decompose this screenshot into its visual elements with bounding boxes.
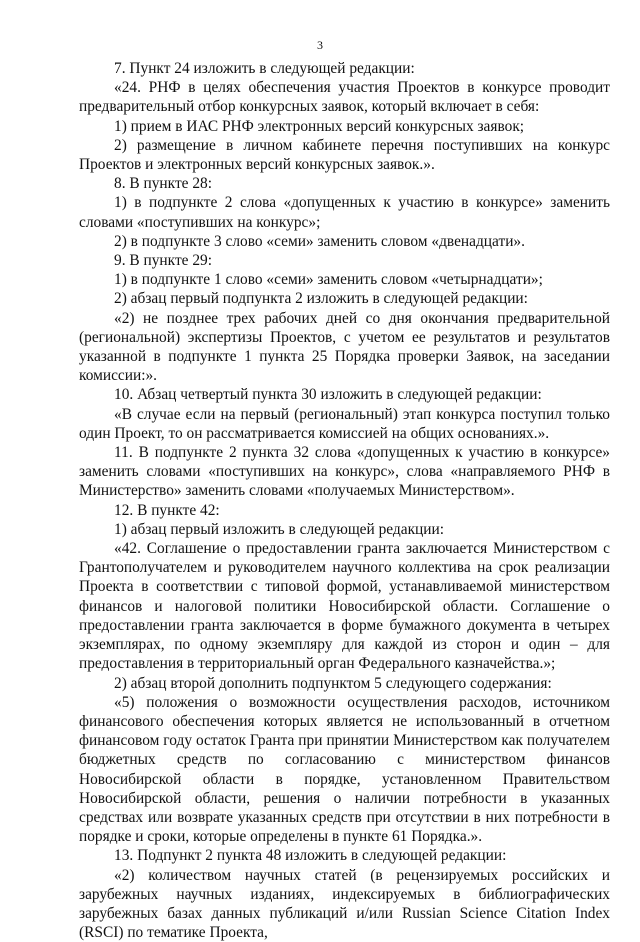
paragraph-point-24-text: «24. РНФ в целях обеспечения участия Проектов в конкурсе проводит предварительный отбор конкурсных заявок, который включает в себя: — [79, 79, 610, 116]
paragraph-point-24-sub-2: 2) размещение в личном кабинете перечня поступивших на конкурс Проектов и электронных версий конкурсных заявок.». — [79, 136, 610, 174]
paragraph-item-12-sub-2: 2) абзац второй дополнить подпунктом 5 следующего содержания: — [114, 674, 552, 692]
paragraph-item-12: 12. В пункте 42: — [114, 501, 220, 519]
paragraph-item-8-sub-2: 2) в подпункте 3 слово «семи» заменить словом «двенадцати». — [114, 232, 525, 250]
paragraph-item-13-quote: «2) количеством научных статей (в рецензируемых российских и зарубежных научных изданиях, индексируемых в библиографических зарубежных базах данных публикаций и/или Russian Science Citation Index (RSCI) по тематике Проекта, — [79, 866, 610, 942]
paragraph-item-8: 8. В пункте 28: — [114, 175, 213, 193]
paragraph-item-9: 9. В пункте 29: — [114, 252, 213, 270]
paragraph-item-10-quote: «В случае если на первый (региональный) этап конкурса поступил только один Проект, то он рассматривается комиссией на общих основаниях.». — [79, 405, 610, 442]
paragraph-point-24-sub-1: 1) прием в ИАС РНФ электронных версий конкурсных заявок; — [114, 117, 525, 135]
page-number: 3 — [317, 38, 323, 52]
paragraph-sub-5-text: «5) положения о возможности осуществления расходов, источником финансового обеспечения которых является не использованный в отчетном финансовом году остаток Гранта при принятии Министерством как получателем бюджетных средств по согласованию с министерством финансов Новосибирской области в порядке, установленном Правительством Новосибирской области, решения о наличии потребности в указанных средствах или возврате указанных средств при отсутствии в них потребности в порядке и сроки, которые определены в пункте 61 Порядка.». — [79, 693, 610, 846]
document-body — [79, 59, 610, 942]
paragraph-item-9-sub-1: 1) в подпункте 1 слово «семи» заменить словом «четырнадцати»; — [114, 271, 543, 289]
paragraph-item-10: 10. Абзац четвертый пункта 30 изложить в следующей редакции: — [114, 386, 542, 404]
paragraph-item-9-quote: «2) не позднее трех рабочих дней со дня окончания предварительной (региональной) экспертизы Проектов, с учетом ее результатов и результатов указанной в подпункте 1 пункта 25 Порядка проверки Заявок, на заседании комиссии:». — [79, 309, 610, 385]
paragraph-item-9-sub-2: 2) абзац первый подпункта 2 изложить в следующей редакции: — [114, 290, 528, 308]
paragraph-item-13: 13. Подпункт 2 пункта 48 изложить в следующей редакции: — [114, 847, 507, 865]
paragraph-item-11: 11. В подпункте 2 пункта 32 слова «допущенных к участию в конкурсе» заменить словами «поступивших на конкурс», слова «направляемого РНФ в Министерство» заменить словами «получаемых Министерством». — [79, 444, 610, 500]
paragraph-item-8-sub-1: 1) в подпункте 2 слова «допущенных к участию в конкурсе» заменить словами «поступивших на конкурс»; — [79, 194, 610, 231]
paragraph-point-42-text: «42. Соглашение о предоставлении гранта заключается Министерством с Грантополучателем и руководителем научного коллектива на срок реализации Проекта в соответствии с типовой формой, устанавливаемой министерством финансов и налоговой политики Новосибирской области. Соглашение о предоставлении гранта заключается в форме бумажного документа в четырех экземплярах, по одному экземпляру для каждой из сторон и один – для предоставления в территориальный орган Федерального казначейства.»; — [79, 540, 610, 673]
paragraph-item-7: 7. Пункт 24 изложить в следующей редакции: — [114, 60, 415, 77]
paragraph-item-12-sub-1: 1) абзац первый изложить в следующей редакции: — [114, 520, 445, 538]
